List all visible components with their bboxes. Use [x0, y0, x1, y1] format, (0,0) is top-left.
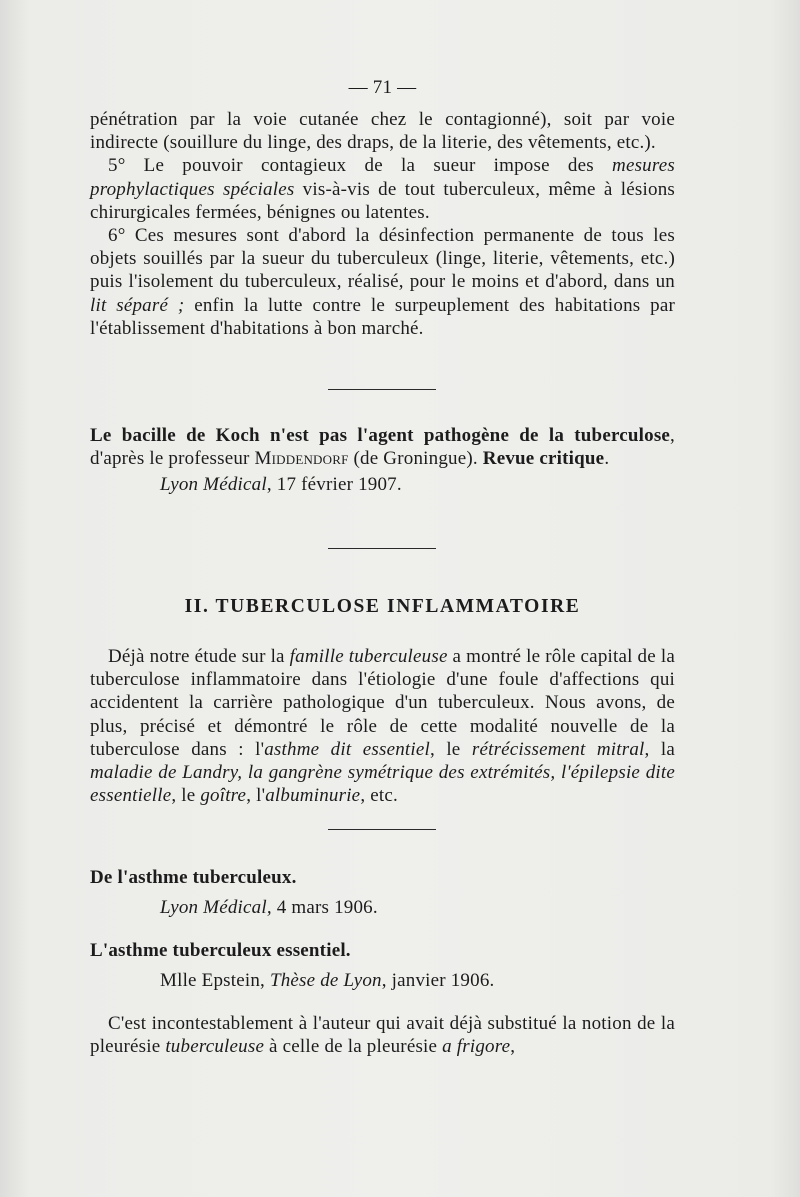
reference-koch: [90, 473, 675, 496]
italic-run: asthme dit essentiel: [264, 738, 430, 760]
text-run: , l': [246, 785, 266, 807]
italic-run: famille tuberculeuse: [289, 646, 448, 667]
entry-title: De l'asthme tuberculeux.: [90, 867, 297, 888]
entry-title: L'asthme tuberculeux essentiel.: [90, 940, 351, 961]
section-heading: II. TUBERCULOSE INFLAMMATOIRE: [184, 596, 581, 617]
italic-run: mesures prophylactiques spéciales: [90, 155, 675, 200]
paragraph-inflammatory: [90, 645, 675, 807]
reference-date: , 17 février 1907.: [266, 474, 402, 496]
thesis-title: Thèse de Lyon: [269, 970, 382, 992]
journal-name: Lyon Médical: [160, 474, 267, 496]
text-run: Déjà notre étude sur la: [108, 646, 290, 667]
entry-title: Le bacille de Koch n'est pas l'agent pathogène de la tuberculose: [90, 425, 671, 446]
entry-koch: [90, 424, 675, 470]
text-run: , le: [429, 738, 472, 760]
journal-name: Lyon Médical,: [160, 897, 272, 919]
italic-run: a frigore: [442, 1036, 511, 1058]
text-run: à celle de la pleurésie: [264, 1036, 443, 1058]
entry-asthme: [90, 866, 675, 889]
text-run: , le: [171, 785, 201, 807]
italic-run: albuminurie: [265, 785, 361, 807]
entry-subtitle: Revue critique: [482, 448, 605, 470]
entry-asthme-essentiel: [90, 939, 675, 962]
paragraph-contagion-text: pénétration par la voie cutanée chez le contagionné), soit par voie indirecte (souillure du linge, des draps, de la literie, des vêtements, etc.).: [90, 109, 675, 154]
page-number: — 71 —: [348, 77, 417, 98]
reference-date: 4 mars 1906.: [271, 897, 378, 919]
paragraph-pleurisy: [90, 1012, 675, 1058]
separator-rule: [328, 389, 436, 390]
reference-date: , janvier 1906.: [381, 970, 495, 992]
italic-run: goître: [200, 785, 247, 807]
text-run: vis-à-vis de tout tuberculeux, même à lésions chirurgicales fermées, bénignes ou latentes.: [90, 178, 675, 223]
reference-epstein: [90, 969, 675, 992]
text-run: 6° Ces mesures sont d'abord la désinfection permanente de tous les objets souillés par la sueur du tuberculeux (linge, literie, vêtements, etc.) puis l'isolement du tuberculeux, réalisé, pour le moins et d'abord, dans un: [90, 225, 675, 293]
italic-run: lit séparé ;: [90, 294, 185, 316]
reference-asthme: [90, 896, 675, 919]
author-name: Mlle Epstein,: [160, 970, 270, 992]
text-run: ,: [510, 1036, 516, 1058]
text-run: 5° Le pouvoir contagieux de la sueur impose des: [108, 155, 613, 177]
separator-rule: [328, 829, 436, 830]
paragraph-measures: [90, 224, 675, 340]
italic-run: maladie de Landry, la gangrène symétrique des extrémités, l'épilepsie dite essentielle: [90, 762, 675, 807]
text-run: .: [604, 448, 610, 470]
text-run: , etc.: [360, 785, 398, 807]
text-run: enfin la lutte contre le surpeuplement des habitations par l'établissement d'habitations à bon marché.: [90, 294, 676, 339]
author-name: Middendorf: [254, 448, 349, 470]
italic-run: rétrécissement mitral: [471, 738, 645, 760]
separator-rule: [328, 548, 436, 549]
text-run: , la: [644, 738, 676, 760]
text-run: , d'après le professeur: [90, 425, 675, 470]
paragraph-prophylaxis: [90, 154, 675, 224]
text-run: (de Groningue).: [348, 448, 483, 470]
italic-run: tuberculeuse: [165, 1036, 265, 1058]
text-run: a montré le rôle capital de la tuberculose inflammatoire dans l'étiologie d'une foule d'affections qui accidentent la carrière pathologique d'un tuberculeux. Nous avons, de plus, précisé et démontré le rôle de cette modalité nouvelle de la tuberculose dans : l': [90, 646, 675, 760]
text-run: C'est incontestablement à l'auteur qui avait déjà substitué la notion de la pleurésie: [90, 1013, 675, 1058]
paragraph-contagion-end: [90, 108, 675, 154]
